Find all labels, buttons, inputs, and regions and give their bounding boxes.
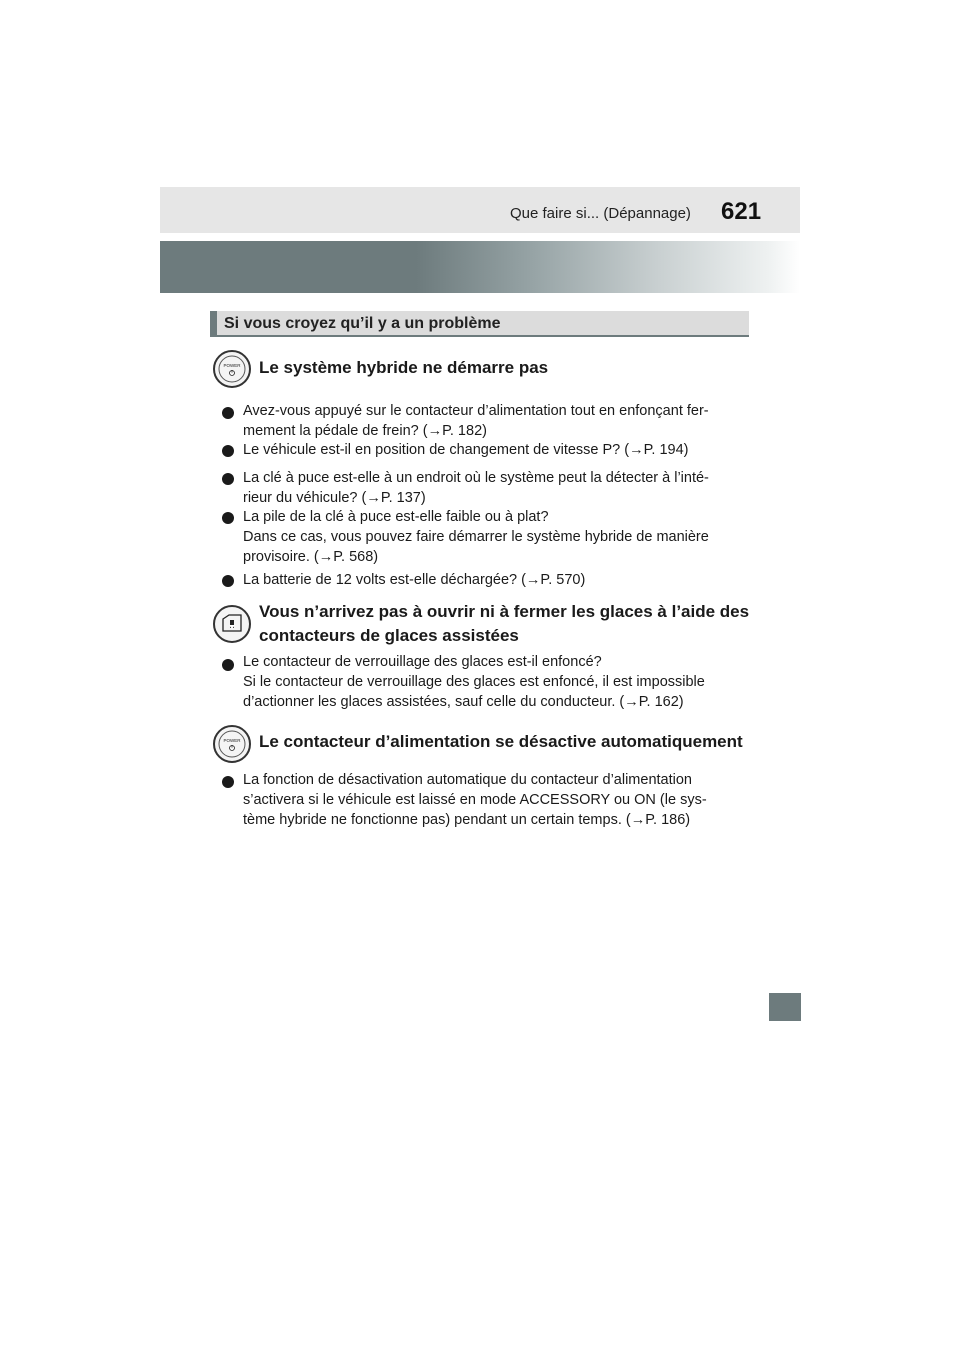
problem-heading xyxy=(210,311,749,337)
power-window-switch-icon xyxy=(213,605,251,643)
list-item: La clé à puce est-elle à un endroit où le système peut la détecter à l’inté- rieur du véhicule? (→P. 137) xyxy=(243,470,709,506)
bullet xyxy=(222,407,234,419)
power-button-icon xyxy=(213,350,251,388)
bullet xyxy=(222,776,234,788)
sub-heading-hybrid-start: Le système hybride ne démarre pas xyxy=(259,358,549,377)
list-item: La batterie de 12 volts est-elle déchargée? (→P. 570) xyxy=(243,572,586,588)
power-label: POWER xyxy=(223,363,241,368)
sub-heading-line: contacteurs de glaces assistées xyxy=(259,626,519,645)
section-title: Que faire si... (Dépannage) xyxy=(510,205,691,222)
bullet xyxy=(222,659,234,671)
sub-heading-power-windows xyxy=(259,600,749,648)
bullet xyxy=(222,445,234,457)
header-bar xyxy=(160,187,800,233)
page-number: 621 xyxy=(721,198,762,225)
list-item: La fonction de désactivation automatique du contacteur d’alimentation s’activera si le véhicule est laissé en mode ACCESSORY ou ON (le sys- tème hybride ne fonctionne pas) pendant un certain temps. (→P. 186) xyxy=(243,772,707,828)
power-label: POWER xyxy=(223,738,241,743)
sub-heading-auto-off: Le contacteur d’alimentation se désactive automatiquement xyxy=(259,732,743,751)
list-item: La pile de la clé à puce est-elle faible ou à plat? Dans ce cas, vous pouvez faire démarrer le système hybride de manière provisoire. (→P. 568) xyxy=(243,509,709,565)
list-item: Avez-vous appuyé sur le contacteur d’alimentation tout en enfonçant fer- mement la pédale de frein? (→P. 182) xyxy=(243,403,709,439)
power-button-icon xyxy=(213,725,251,763)
chapter-tab xyxy=(769,993,801,1021)
problem-heading-text: Si vous croyez qu’il y a un problème xyxy=(224,315,501,332)
bullet xyxy=(222,575,234,587)
bullet xyxy=(222,473,234,485)
list-item: Le contacteur de verrouillage des glaces est-il enfoncé? Si le contacteur de verrouillage des glaces est enfoncé, il est impossible d’actionner les glaces assistées, sauf celle du conducteur. (→P. 162) xyxy=(243,654,705,710)
bullet xyxy=(222,512,234,524)
list-item: Le véhicule est-il en position de changement de vitesse P? (→P. 194) xyxy=(243,442,689,458)
sub-heading-line: Vous n’arrivez pas à ouvrir ni à fermer les glaces à l’aide des xyxy=(259,602,750,621)
chapter-band xyxy=(160,241,800,293)
